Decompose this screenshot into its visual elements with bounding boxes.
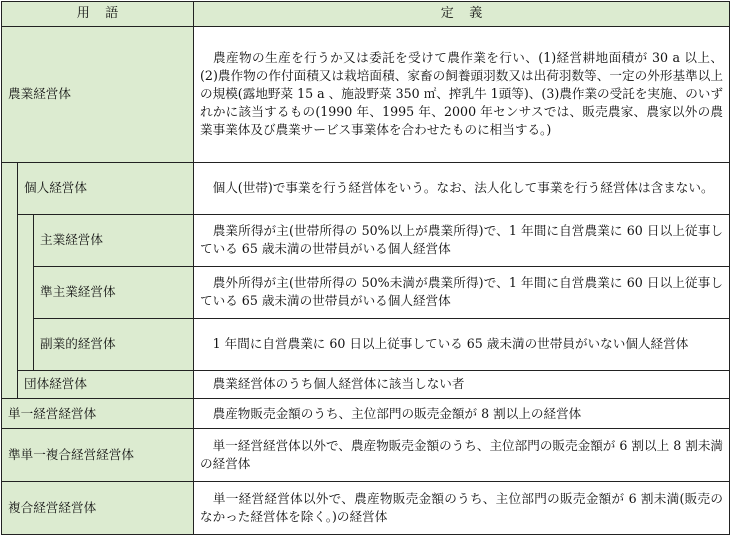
table-row	[2, 428, 730, 481]
term-cell: 副業的経営体	[34, 318, 194, 370]
term-cell: 農業経営体	[2, 27, 194, 163]
indent-cell	[18, 214, 34, 370]
table-row	[2, 399, 730, 429]
definition-cell: 農産物の生産を行うか又は委託を受けて農作業を行い、(1)経営耕地面積が 30 a 以上、(2)農作物の作付面積又は栽培面積、家畜の飼養頭羽数又は出荷羽数等、一定の外形基準以上の規模(露地野菜 15 a 、施設野菜 350 ㎡、搾乳牛 1頭等)、(3)農作業の受託を実施、のいずれかに該当するもの(1990 年、1995 年、2000 年センサスでは、販売農家、農家以外の農業事業体及び農業サービス事業体を合わせたものに相当する。)	[194, 27, 730, 163]
term-cell: 準単一複合経営経営体	[2, 428, 194, 481]
table-row	[2, 266, 730, 318]
term-cell: 団体経営体	[18, 370, 194, 399]
definition-cell: 1 年間に自営農業に 60 日以上従事している 65 歳未満の世帯員がいない個人経営体	[194, 318, 730, 370]
term-cell: 準主業経営体	[34, 266, 194, 318]
header-term: 用語	[2, 2, 194, 27]
term-cell: 複合経営経営体	[2, 481, 194, 534]
definition-cell: 農外所得が主(世帯所得の 50%未満が農業所得)で、1 年間に自営農業に 60 日以上従事している 65 歳未満の世帯員がいる個人経営体	[194, 266, 730, 318]
table-row	[2, 481, 730, 534]
definition-cell: 単一経営経営体以外で、農産物販売金額のうち、主位部門の販売金額が 6 割以上 8 割未満の経営体	[194, 428, 730, 481]
term-cell: 主業経営体	[34, 214, 194, 266]
table-row	[2, 162, 730, 214]
definition-cell: 単一経営経営体以外で、農産物販売金額のうち、主位部門の販売金額が 6 割未満(販売のなかった経営体を除く。)の経営体	[194, 481, 730, 534]
table-row	[2, 370, 730, 399]
header-definition: 定義	[194, 2, 730, 27]
indent-cell	[2, 162, 18, 398]
definition-cell: 個人(世帯)で事業を行う経営体をいう。なお、法人化して事業を行う経営体は含まない。	[194, 162, 730, 214]
header-row	[2, 2, 730, 27]
definition-cell: 農業所得が主(世帯所得の 50%以上が農業所得)で、1 年間に自営農業に 60 日以上従事している 65 歳未満の世帯員がいる個人経営体	[194, 214, 730, 266]
term-cell: 個人経営体	[18, 162, 194, 214]
definition-cell: 農業経営体のうち個人経営体に該当しない者	[194, 370, 730, 399]
table-row	[2, 318, 730, 370]
glossary-table	[1, 1, 730, 535]
table-row	[2, 27, 730, 163]
table-row	[2, 214, 730, 266]
definition-cell: 農産物販売金額のうち、主位部門の販売金額が 8 割以上の経営体	[194, 399, 730, 429]
term-cell: 単一経営経営体	[2, 399, 194, 429]
